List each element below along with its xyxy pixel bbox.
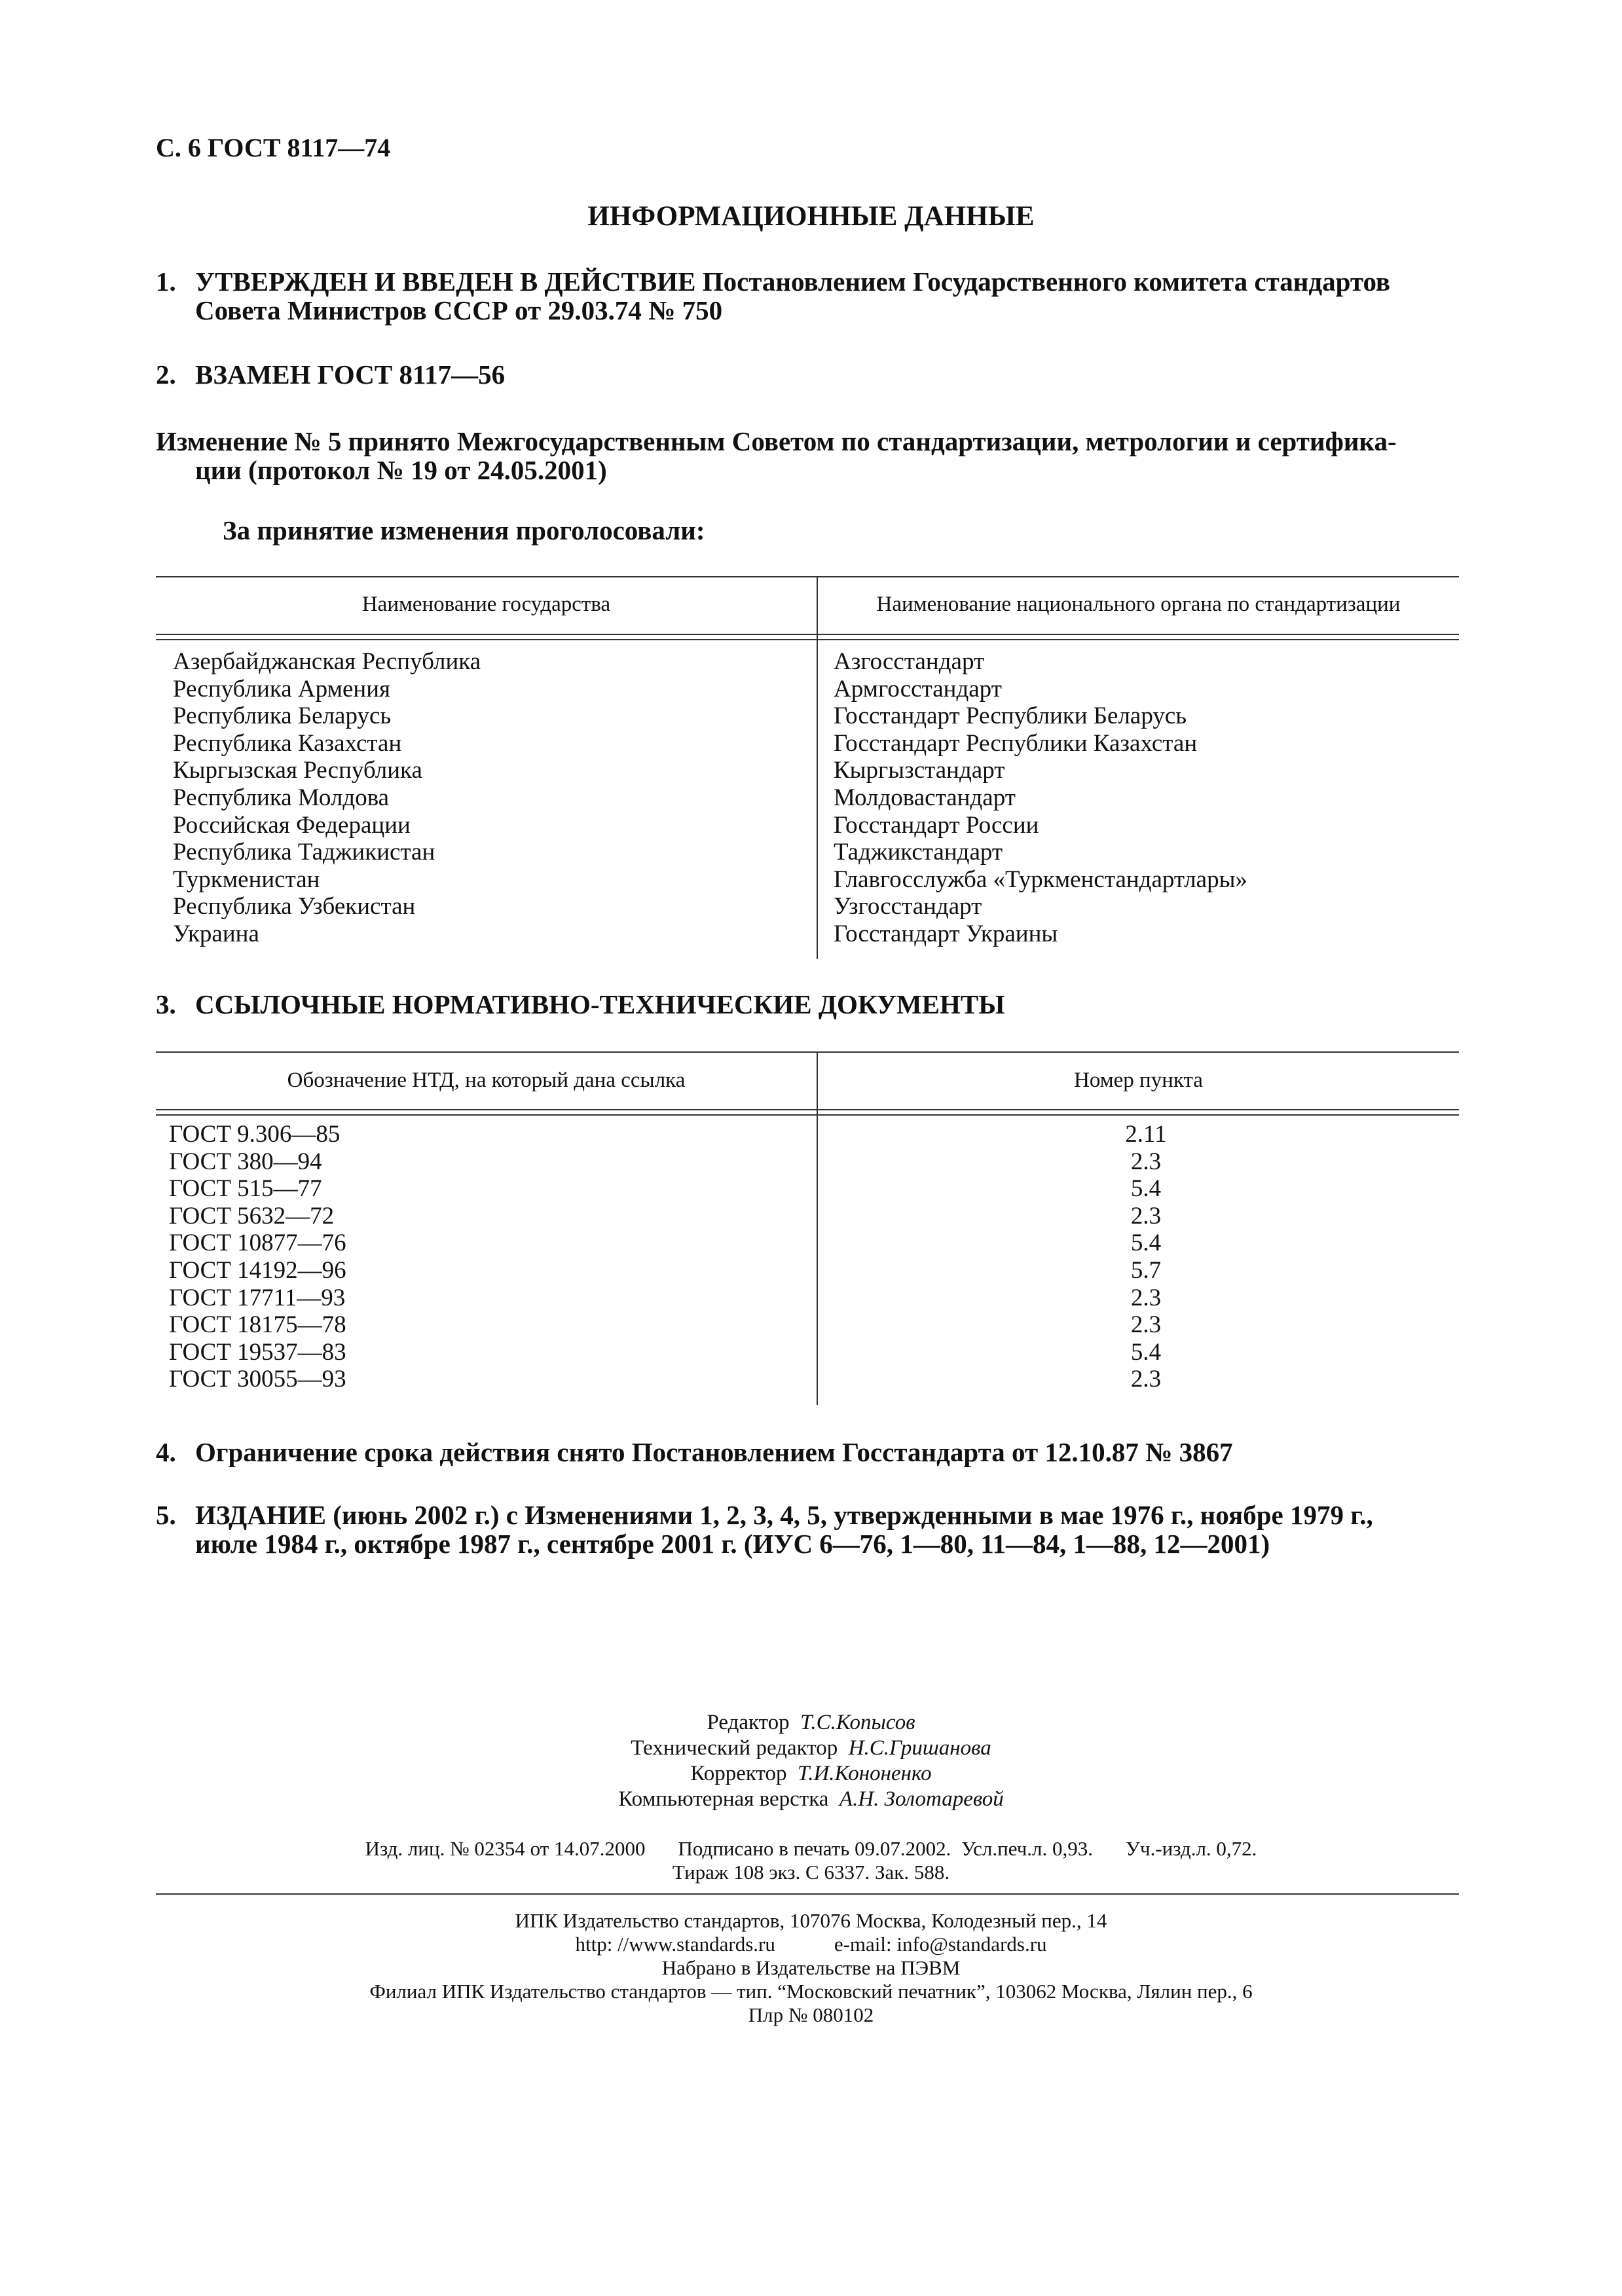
table-row: Госстандарт России [834,811,1039,839]
table-row: 5.7 [1130,1256,1162,1284]
table-row: ГОСТ 18175—78 [169,1311,346,1339]
table-row: Таджикстандарт [834,839,1003,866]
table-row: Украина [173,920,259,947]
table-row: ГОСТ 10877—76 [169,1230,346,1257]
credit-proofreader-name: Т.И.Кононенко [797,1762,932,1785]
table-row: Республика Армения [173,675,391,702]
table-row: 2.11 [1125,1121,1167,1148]
states-header-state: Наименование государства [361,592,611,616]
states-header-body: Наименование национального органа по стандартизации [876,592,1401,616]
credit-layout: Компьютерная верстка А.Н. Золотаревой [618,1787,1004,1811]
table-row: ГОСТ 14192—96 [169,1256,346,1284]
table-row: 2.3 [1130,1202,1162,1230]
item-4-text: Ограничение срока действия снято Постановлением Госстандарта от 12.10.87 № 3867 [195,1437,1233,1467]
credit-tech-editor: Технический редактор Н.С.Гришанова [631,1736,991,1760]
states-column-state [173,648,481,948]
states-table-column-divider [817,576,818,959]
table-row: ГОСТ 515—77 [169,1175,322,1203]
table-row: Госстандарт Украины [834,920,1058,947]
table-row: Армгосстандарт [834,675,1002,702]
refs-table-top-rule [156,1051,1459,1053]
change-line-2: ции (протокол № 19 от 24.05.2001) [195,455,607,485]
table-row: 2.3 [1130,1284,1162,1311]
publisher-line-3: Набрано в Издательстве на ПЭВМ [661,1956,961,1979]
table-row: Госстандарт Республики Казахстан [834,729,1198,757]
credit-tech-editor-name: Н.С.Гришанова [848,1736,991,1760]
change-line-1: Изменение № 5 принято Межгосударственным Советом по стандартизации, метрологии и сертифика- [156,426,1397,456]
table-row: Российская Федерации [173,811,411,839]
table-row: Кыргызстандарт [834,757,1005,784]
refs-header-doc: Обозначение НТД, на который дана ссылка [287,1068,686,1092]
footer-rule [156,1893,1459,1895]
credit-editor-name: Т.С.Копысов [800,1711,915,1734]
item-1-number: 1. [156,266,176,297]
credit-editor: Редактор Т.С.Копысов [707,1711,915,1734]
table-row: ГОСТ 30055—93 [169,1366,346,1393]
table-row: Главгосслужба «Туркменстандартлары» [834,866,1247,893]
refs-column-clause [1087,1121,1205,1393]
credits-block [0,1710,1622,1812]
item-4-number: 4. [156,1437,176,1467]
print-info-line-2: Тираж 108 экз. С 6337. Зак. 588. [672,1861,950,1884]
refs-column-doc [169,1121,346,1393]
publisher-block [0,1909,1622,2027]
table-row: 2.3 [1130,1148,1162,1175]
item-5-line-1: ИЗДАНИЕ (июнь 2002 г.) с Изменениями 1, 2, 3, 4, 5, утвержденными в мае 1976 г., ноябре 1979 г., [195,1500,1373,1530]
table-row: Туркменистан [173,866,320,893]
print-info-line-1: Изд. лиц. № 02354 от 14.07.2000 Подписано в печать 09.07.2002. Усл.печ.л. 0,93. Уч.-изд.л. 0,72. [365,1837,1257,1860]
states-table-top-rule [156,576,1459,577]
states-table-head-rule-2 [156,639,1459,640]
item-3-text: ССЫЛОЧНЫЕ НОРМАТИВНО-ТЕХНИЧЕСКИЕ ДОКУМЕНТЫ [195,989,1005,1019]
table-row: ГОСТ 17711—93 [169,1284,346,1311]
page-header: С. 6 ГОСТ 8117—74 [156,133,391,162]
states-table-head-rule-1 [156,634,1459,635]
credit-proofreader: Корректор Т.И.Кононенко [690,1762,932,1785]
table-row: ГОСТ 380—94 [169,1148,322,1175]
table-row: 5.4 [1130,1230,1162,1257]
publisher-email: e-mail: info@standards.ru [834,1933,1047,1956]
publisher-contacts [0,1933,1622,1956]
table-row: ГОСТ 5632—72 [169,1202,335,1230]
page-title: ИНФОРМАЦИОННЫЕ ДАННЫЕ [587,201,1035,232]
item-2-text: ВЗАМЕН ГОСТ 8117—56 [195,359,506,390]
refs-table-column-divider [817,1051,818,1405]
refs-table-head-rule-1 [156,1109,1459,1110]
publisher-line-5: Плр № 080102 [748,2003,874,2026]
table-row: Республика Молдова [173,784,390,811]
voted-caption: За принятие изменения проголосовали: [223,515,705,545]
table-row: Молдовастандарт [834,784,1016,811]
table-row: 5.4 [1130,1175,1162,1203]
item-2-number: 2. [156,359,176,390]
publisher-website: http: //www.standards.ru [575,1933,775,1956]
item-5-line-2: июле 1984 г., октябре 1987 г., сентябре 2001 г. (ИУС 6—76, 1—80, 11—84, 1—88, 12—2001) [195,1529,1270,1559]
states-column-body [834,648,1247,948]
table-row: ГОСТ 19537—83 [169,1338,346,1366]
item-3-number: 3. [156,989,176,1019]
table-row: ГОСТ 9.306—85 [169,1121,341,1148]
table-row: Республика Узбекистан [173,893,416,920]
table-row: Госстандарт Республики Беларусь [834,702,1187,730]
credit-layout-name: А.Н. Золотаревой [839,1787,1004,1811]
table-row: Узгосстандарт [834,893,982,920]
table-row: 2.3 [1130,1311,1162,1339]
item-1-line-2: Совета Министров СССР от 29.03.74 № 750 [195,295,723,325]
table-row: Азгосстандарт [834,648,985,675]
table-row: Республика Беларусь [173,702,392,730]
refs-table-head-rule-2 [156,1114,1459,1116]
item-1-lead: УТВЕРЖДЕН И ВВЕДЕН В ДЕЙСТВИЕ [195,266,696,297]
table-row: 5.4 [1130,1338,1162,1366]
table-row: 2.3 [1130,1366,1162,1393]
table-row: Кыргызская Республика [173,757,422,784]
table-row: Республика Таджикистан [173,839,435,866]
publisher-line-4: Филиал ИПК Издательство стандартов — тип. “Московский печатник”, 103062 Москва, Лялин пер., 6 [369,1980,1253,2003]
table-row: Республика Казахстан [173,729,402,757]
item-1-line-1 [195,267,1390,296]
print-info [0,1837,1622,1884]
item-1-rest: Постановлением Государственного комитета стандартов [695,266,1391,297]
refs-header-clause: Номер пункта [1074,1068,1203,1092]
table-row: Азербайджанская Республика [173,648,481,675]
item-5-number: 5. [156,1500,176,1530]
publisher-line-1: ИПК Издательство стандартов, 107076 Москва, Колодезный пер., 14 [515,1909,1107,1932]
